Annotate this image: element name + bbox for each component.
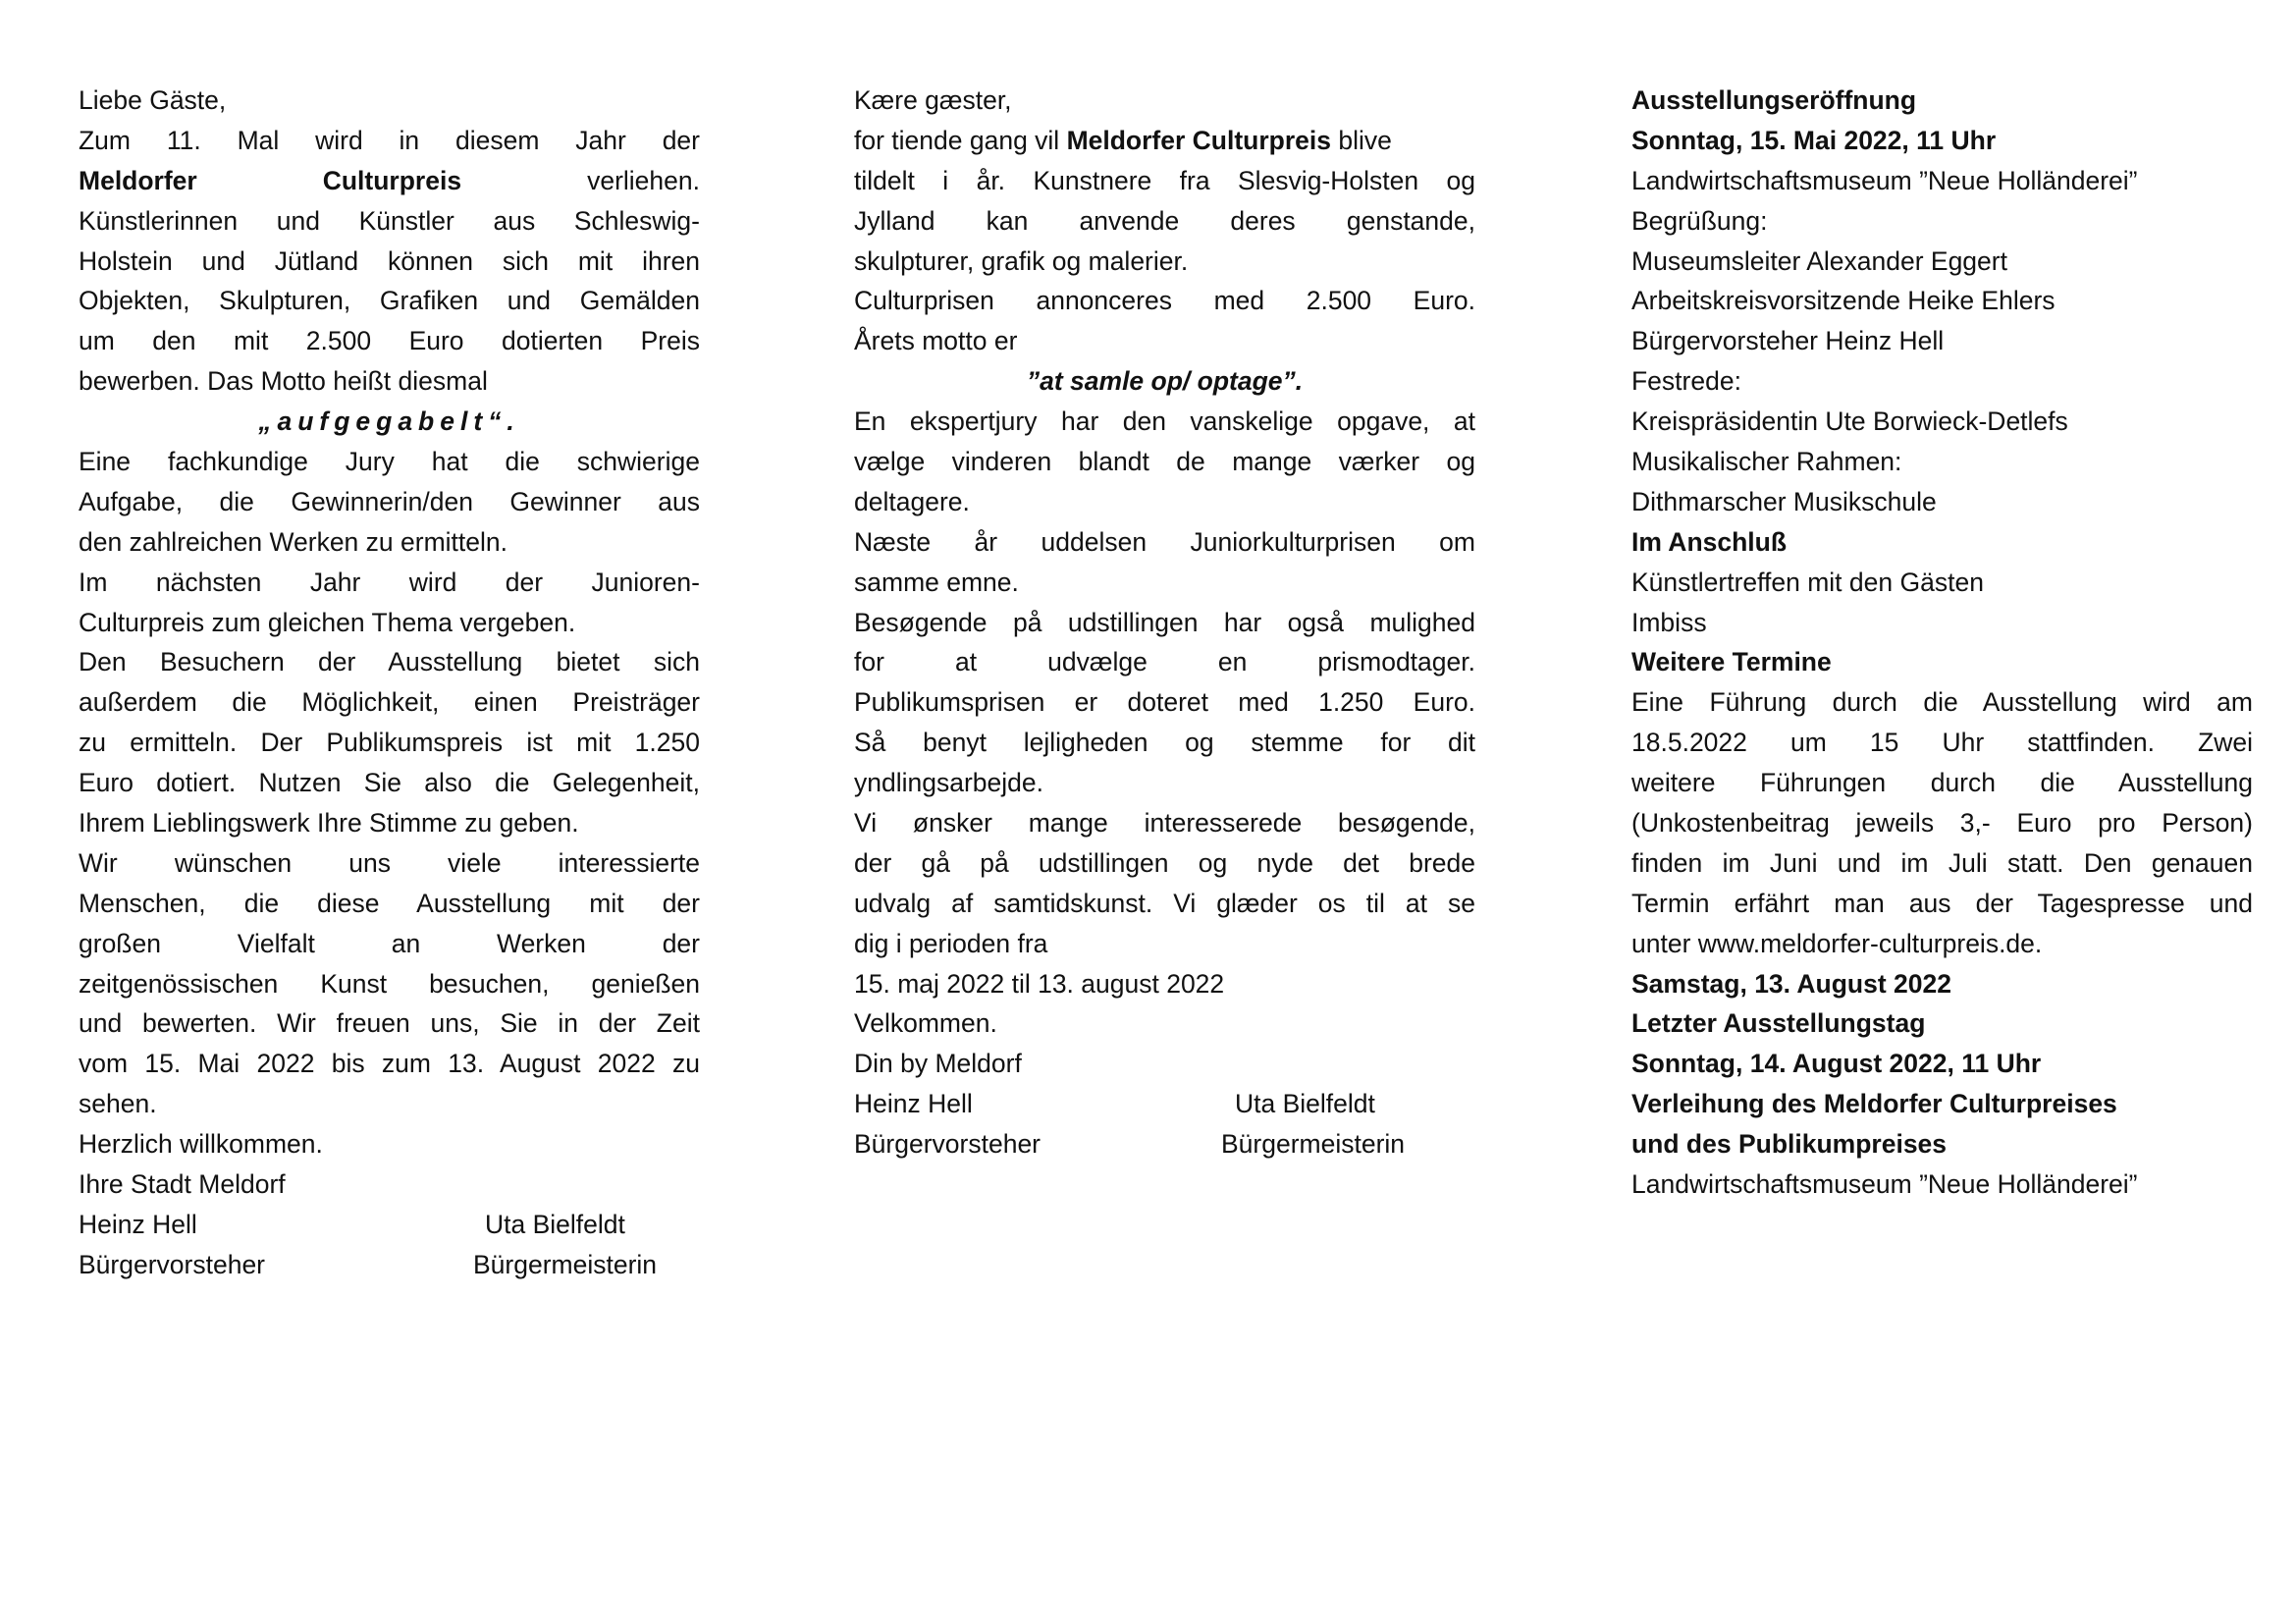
german-welcome-column [79,81,700,1285]
speech-speaker: Kreispräsidentin Ute Borwieck-Detlefs [1631,406,2068,437]
exhibition-period: 15. maj 2022 til 13. august 2022 [854,968,1225,999]
wish-line: großen Vielfalt an Werken der [79,928,700,958]
prize-line: Årets motto er [854,326,1018,356]
intro-line: Jylland kan anvende deres genstande, [854,205,1475,236]
signer2-title: Bürgermeisterin [473,1249,658,1279]
motto: ”at samle op/ optage”. [1026,366,1304,397]
award-date: Sonntag, 14. August 2022, 11 Uhr [1631,1049,2042,1079]
opening-heading: Ausstellungseröffnung [1631,85,1917,115]
after-heading: Im Anschluß [1631,526,1788,557]
closing-from: Din by Meldorf [854,1049,1022,1079]
intro-line: skulpturer, grafik og malerier. [854,245,1189,276]
signer1-name: Heinz Hell [854,1089,973,1119]
signer1-name: Heinz Hell [79,1209,197,1239]
signer2-name: Uta Bielfeldt [1235,1089,1375,1119]
welcome-speaker: Bürgervorsteher Heinz Hell [1631,326,1945,356]
audience-line: Den Besuchern der Ausstellung bietet sich [79,647,700,677]
award-venue: Landwirtschaftsmuseum ”Neue Holländerei” [1631,1169,2138,1200]
wish-line: vom 15. Mai 2022 bis zum 13. August 2022 zu [79,1049,700,1079]
wish-line: der gå på udstillingen og nyde det brede [854,847,1475,878]
website-link: unter www.meldorfer-culturpreis.de. [1631,928,2043,958]
audience-line: Euro dotiert. Nutzen Sie also die Gelegenheit, [79,768,700,798]
last-day-date: Samstag, 13. August 2022 [1631,968,1951,999]
last-day-label: Letzter Ausstellungstag [1631,1008,1926,1039]
signer1-title: Bürgervorsteher [79,1249,266,1279]
after-item: Imbiss [1631,607,1707,637]
jury-line: Eine fachkundige Jury hat die schwierige [79,447,700,477]
more-dates-line: (Unkostenbeitrag jeweils 3,- Euro pro Person) [1631,808,2253,839]
prize-name-bold: Meldorfer Culturpreis [1066,125,1332,155]
wish-line: zeitgenössischen Kunst besuchen, genießen [79,968,700,999]
after-item: Künstlertreffen mit den Gästen [1631,567,1984,597]
opening-date: Sonntag, 15. Mai 2022, 11 Uhr [1631,125,1997,155]
award-title: Verleihung des Meldorfer Culturpreises [1631,1089,2117,1119]
music-performer: Dithmarscher Musikschule [1631,486,1937,516]
intro-line: Zum 11. Mal wird in diesem Jahr der [79,125,700,155]
intro-line: Holstein und Jütland können sich mit ihren [79,245,700,276]
danish-welcome-column [854,81,1475,1164]
jury-line: vælge vinderen blandt de mange værker og [854,447,1475,477]
closing-from: Ihre Stadt Meldorf [79,1169,286,1200]
audience-line: zu ermitteln. Der Publikumspreis ist mit 1.250 [79,728,700,758]
signature-titles [79,1245,700,1285]
award-title: und des Publikumpreises [1631,1129,1948,1160]
audience-line: Så benyt lejligheden og stemme for dit [854,728,1475,758]
jury-line: En ekspertjury har den vanskelige opgave, at [854,406,1475,437]
closing-welcome: Herzlich willkommen. [79,1129,323,1160]
more-dates-line: Eine Führung durch die Ausstellung wird am [1631,687,2253,718]
welcome-label: Begrüßung: [1631,205,1768,236]
signer1-title: Bürgervorsteher [854,1129,1041,1160]
motto: „aufgegabelt“. [258,406,520,437]
intro-text: verliehen. [587,165,700,195]
intro-text: for tiende gang vil [854,125,1067,155]
audience-line: Publikumsprisen er doteret med 1.250 Euro. [854,687,1475,718]
wish-line: udvalg af samtidskunst. Vi glæder os til at se [854,888,1475,918]
intro-line: um den mit 2.500 Euro dotierten Preis [79,326,700,356]
closing-welcome: Velkommen. [854,1008,997,1039]
jury-line: den zahlreichen Werken zu ermitteln. [79,526,507,557]
opening-venue: Landwirtschaftsmuseum ”Neue Holländerei” [1631,165,2138,195]
signature-names [854,1084,1475,1124]
more-dates-line: Termin erfährt man aus der Tagespresse und [1631,888,2253,918]
welcome-speaker: Museumsleiter Alexander Eggert [1631,245,2007,276]
intro-line-prize-name [79,161,700,201]
junior-line: Im nächsten Jahr wird der Junioren- [79,567,700,597]
welcome-speaker: Arbeitskreisvorsitzende Heike Ehlers [1631,286,2056,316]
prize-name-bold: Culturpreis [322,165,462,195]
prize-line: Culturprisen annonceres med 2.500 Euro. [854,286,1475,316]
signature-titles [854,1124,1475,1164]
more-dates-line: finden im Juni und im Juli statt. Den genauen [1631,847,2253,878]
audience-line: außerdem die Möglichkeit, einen Preisträger [79,687,700,718]
more-dates-line: weitere Führungen durch die Ausstellung [1631,768,2253,798]
wish-line: und bewerten. Wir freuen uns, Sie in der Zeit [79,1008,700,1039]
jury-line: deltagere. [854,486,970,516]
audience-line: yndlingsarbejde. [854,768,1043,798]
speech-label: Festrede: [1631,366,1741,397]
intro-line-prize-name [854,121,1475,161]
wish-line: Wir wünschen uns viele interessierte [79,847,700,878]
junior-line: Næste år uddelsen Juniorkulturprisen om [854,526,1475,557]
audience-line: for at udvælge en prismodtager. [854,647,1475,677]
prize-name-bold: Meldorfer [79,165,197,195]
intro-line: bewerben. Das Motto heißt diesmal [79,366,488,397]
signer2-name: Uta Bielfeldt [485,1209,625,1239]
jury-line: Aufgabe, die Gewinnerin/den Gewinner aus [79,486,700,516]
intro-line: tildelt i år. Kunstnere fra Slesvig-Holsten og [854,165,1475,195]
greeting: Liebe Gäste, [79,85,227,115]
greeting: Kære gæster, [854,85,1012,115]
more-dates-heading: Weitere Termine [1631,647,1832,677]
intro-line: Künstlerinnen und Künstler aus Schleswig- [79,205,700,236]
signer2-title: Bürgermeisterin [1221,1129,1406,1160]
wish-line: Vi ønsker mange interesserede besøgende, [854,808,1475,839]
junior-line: samme emne. [854,567,1019,597]
more-dates-line: 18.5.2022 um 15 Uhr stattfinden. Zwei [1631,728,2253,758]
audience-line: Ihrem Lieblingswerk Ihre Stimme zu geben. [79,808,579,839]
program-column [1631,81,2253,1205]
signature-names [79,1205,700,1245]
intro-line: Objekten, Skulpturen, Grafiken und Gemälden [79,286,700,316]
wish-line: dig i perioden fra [854,928,1048,958]
audience-line: Besøgende på udstillingen har også mulighed [854,607,1475,637]
junior-line: Culturpreis zum gleichen Thema vergeben. [79,607,576,637]
wish-line: Menschen, die diese Ausstellung mit der [79,888,700,918]
intro-text: blive [1331,125,1392,155]
wish-line: sehen. [79,1089,157,1119]
music-label: Musikalischer Rahmen: [1631,447,1902,477]
